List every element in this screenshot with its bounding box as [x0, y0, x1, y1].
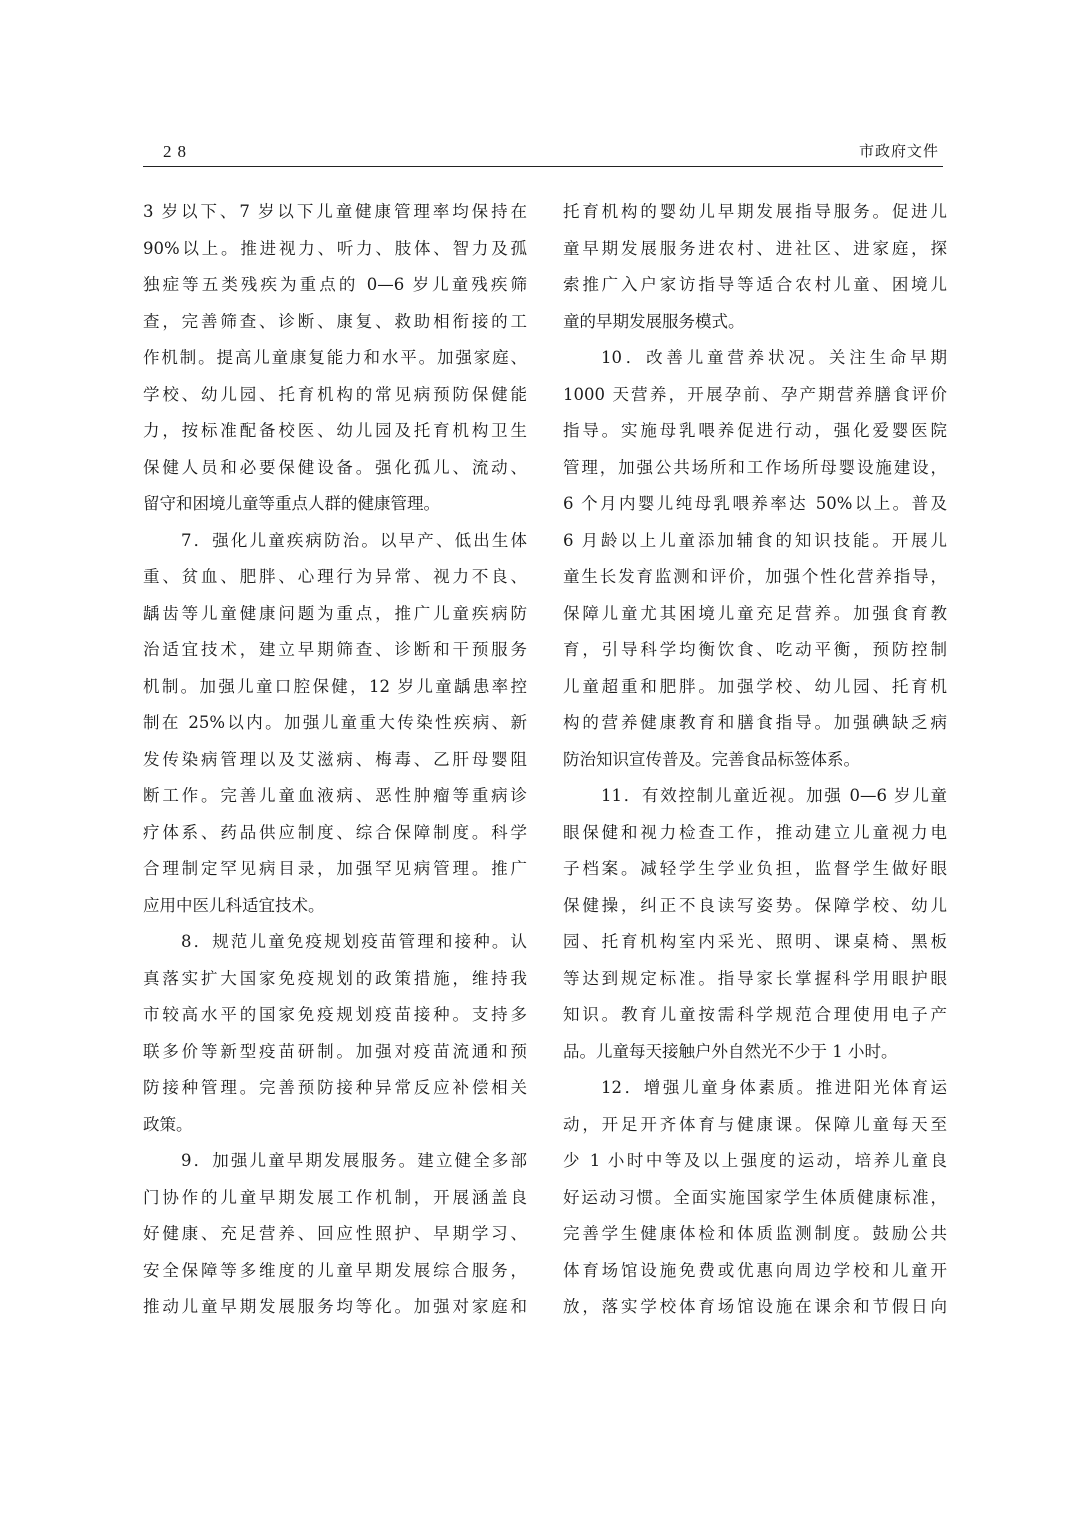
text-line: 子档案。减轻学生学业负担，监督学生做好眼	[563, 859, 947, 878]
text-line: 童生长发育监测和评价，加强个性化营养指导，	[563, 567, 947, 586]
text-line: 作机制。提高儿童康复能力和水平。加强家庭、	[143, 348, 527, 367]
left-column	[143, 194, 527, 1326]
text-line: 市较高水平的国家免疫规划疫苗接种。支持多	[143, 1005, 527, 1024]
text-line: 12．增强儿童身体素质。推进阳光体育运	[601, 1078, 947, 1097]
text-line: 治适宜技术，建立早期筛查、诊断和干预服务	[143, 640, 527, 659]
text-line: 保健操，纠正不良读写姿势。保障学校、幼儿	[563, 895, 947, 915]
text-line: 力，按标准配备校医、幼儿园及托育机构卫生	[143, 421, 527, 440]
text-line: 7．强化儿童疾病防治。以早产、低出生体	[181, 530, 527, 550]
text-line: 托育机构的婴幼儿早期发展指导服务。促进儿	[563, 202, 947, 221]
text-line: 管理，加强公共场所和工作场所母婴设施建设，	[563, 457, 947, 477]
text-line: 真落实扩大国家免疫规划的政策措施，维持我	[143, 968, 527, 988]
text-line: 9．加强儿童早期发展服务。建立健全多部	[181, 1151, 527, 1170]
text-line: 指导。实施母乳喂养促进行动，强化爱婴医院	[563, 421, 947, 440]
text-line: 动，开足开齐体育与健康课。保障儿童每天至	[563, 1114, 947, 1134]
page-header	[143, 140, 943, 167]
text-line: 学校、幼儿园、托育机构的常见病预防保健能	[143, 384, 527, 404]
text-line: 发传染病管理以及艾滋病、梅毒、乙肝母婴阻	[143, 749, 527, 769]
text-line: 品。儿童每天接触户外自然光不少于 1 小时。	[563, 1041, 898, 1061]
text-line: 90%以上。推进视力、听力、肢体、智力及孤	[143, 238, 527, 258]
text-line: 龋齿等儿童健康问题为重点，推广儿童疾病防	[143, 603, 527, 623]
text-line: 1000 天营养，开展孕前、孕产期营养膳食评价	[563, 384, 947, 404]
text-line: 好运动习惯。全面实施国家学生体质健康标准，	[563, 1187, 947, 1207]
text-line: 政策。	[143, 1114, 193, 1134]
text-line: 断工作。完善儿童血液病、恶性肿瘤等重病诊	[143, 786, 527, 805]
text-line: 构的营养健康教育和膳食指导。加强碘缺乏病	[563, 713, 947, 732]
text-line: 放，落实学校体育场馆设施在课余和节假日向	[563, 1297, 947, 1316]
text-line: 防治知识宣传普及。完善食品标签体系。	[563, 749, 860, 769]
text-line: 8．规范儿童免疫规划疫苗管理和接种。认	[181, 932, 527, 951]
text-line: 知识。教育儿童按需科学规范合理使用电子产	[563, 1005, 947, 1024]
text-line: 3 岁以下、7 岁以下儿童健康管理率均保持在	[143, 202, 527, 221]
text-line: 完善学生健康体检和体质监测制度。鼓励公共	[563, 1224, 947, 1243]
text-line: 防接种管理。完善预防接种异常反应补偿相关	[143, 1078, 527, 1097]
text-line: 安全保障等多维度的儿童早期发展综合服务，	[143, 1260, 527, 1280]
text-line: 查，完善筛查、诊断、康复、救助相衔接的工	[143, 311, 527, 331]
text-line: 合理制定罕见病目录，加强罕见病管理。推广	[143, 859, 527, 878]
text-line: 制在 25%以内。加强儿童重大传染性疾病、新	[143, 713, 527, 732]
text-line: 推动儿童早期发展服务均等化。加强对家庭和	[143, 1297, 527, 1316]
text-line: 保障儿童尤其困境儿童充足营养。加强食育教	[563, 603, 947, 623]
text-line: 门协作的儿童早期发展工作机制，开展涵盖良	[143, 1187, 527, 1207]
text-line: 等达到规定标准。指导家长掌握科学用眼护眼	[563, 968, 947, 988]
text-line: 童早期发展服务进农村、进社区、进家庭，探	[563, 238, 947, 258]
text-line: 体育场馆设施免费或优惠向周边学校和儿童开	[563, 1260, 947, 1280]
text-line: 11．有效控制儿童近视。加强 0—6 岁儿童	[601, 786, 947, 805]
right-column	[563, 194, 947, 1326]
text-line: 保健人员和必要保健设备。强化孤儿、流动、	[143, 457, 527, 477]
text-line: 育，引导科学均衡饮食、吃动平衡，预防控制	[563, 640, 947, 659]
text-line: 少 1 小时中等及以上强度的运动，培养儿童良	[563, 1151, 947, 1170]
text-line: 眼保健和视力检查工作，推动建立儿童视力电	[563, 822, 947, 842]
text-line: 留守和困境儿童等重点人群的健康管理。	[143, 494, 440, 513]
text-line: 独症等五类残疾为重点的 0—6 岁儿童残疾筛	[143, 275, 527, 294]
text-line: 6 月龄以上儿童添加辅食的知识技能。开展儿	[563, 530, 947, 550]
text-line: 6 个月内婴儿纯母乳喂养率达 50%以上。普及	[563, 494, 947, 513]
page-number: 28	[163, 142, 192, 161]
text-line: 10．改善儿童营养状况。关注生命早期	[601, 348, 947, 367]
text-line: 童的早期发展服务模式。	[563, 311, 745, 331]
text-line: 索推广入户家访指导等适合农村儿童、困境儿	[563, 275, 947, 294]
text-line: 机制。加强儿童口腔保健，12 岁儿童龋患率控	[143, 676, 527, 696]
text-line: 应用中医儿科适宜技术。	[143, 895, 325, 915]
text-line: 好健康、充足营养、回应性照护、早期学习、	[143, 1224, 527, 1243]
document-title: 市政府文件	[858, 142, 939, 160]
text-line: 儿童超重和肥胖。加强学校、幼儿园、托育机	[563, 676, 947, 696]
text-line: 园、托育机构室内采光、照明、课桌椅、黑板	[563, 932, 947, 951]
text-line: 重、贫血、肥胖、心理行为异常、视力不良、	[143, 567, 527, 586]
text-line: 联多价等新型疫苗研制。加强对疫苗流通和预	[143, 1041, 527, 1061]
text-line: 疗体系、药品供应制度、综合保障制度。科学	[143, 822, 527, 842]
